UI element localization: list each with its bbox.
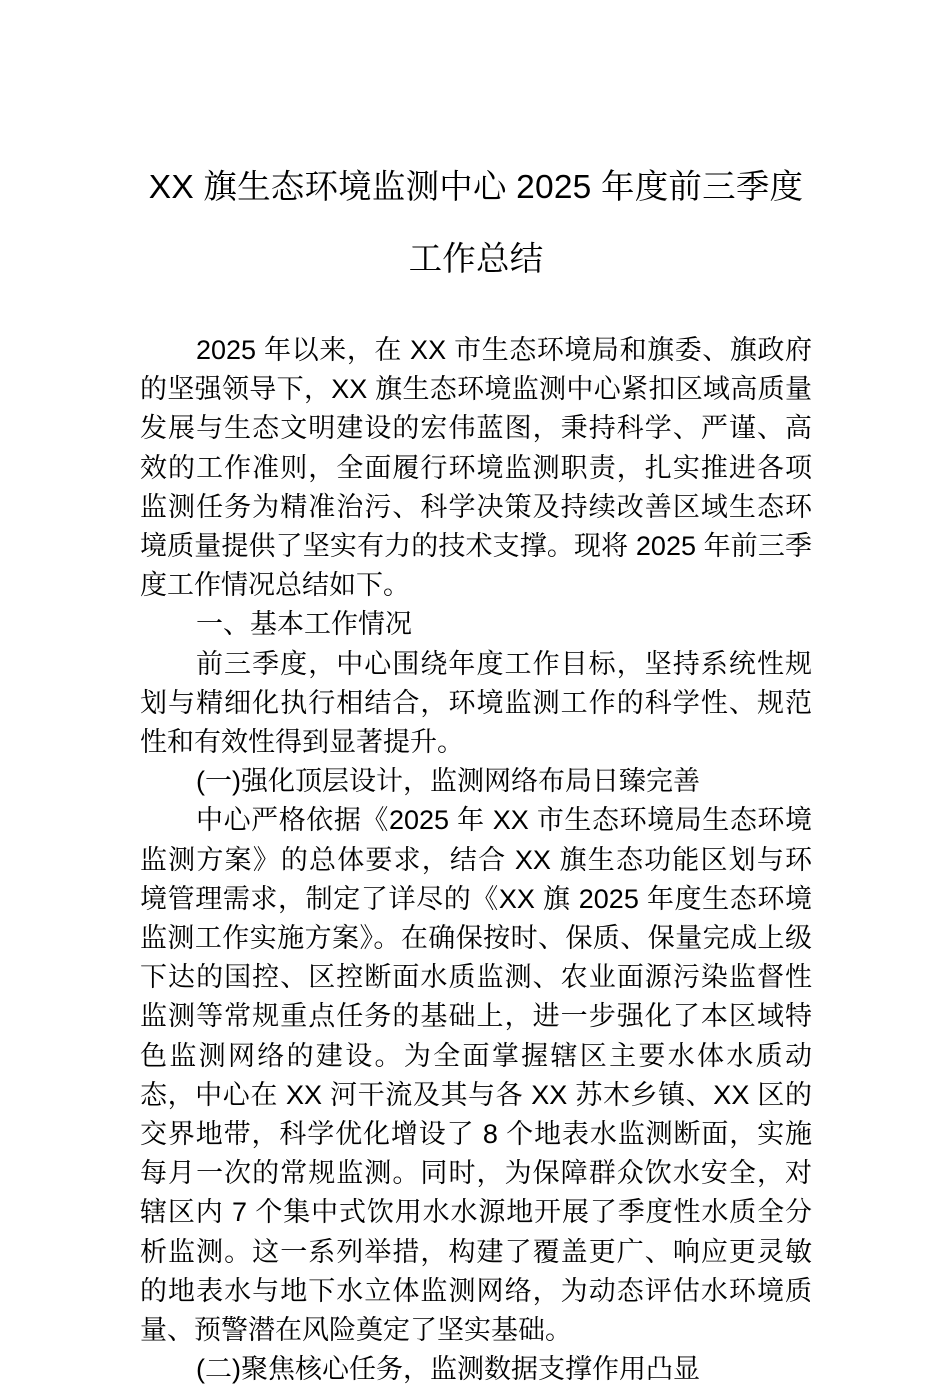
subsection-1-body-paragraph: 中心严格依据《2025 年 XX 市生态环境局生态环境监测方案》的总体要求，结合 XX 旗生态功能区划与环境管理需求，制定了详尽的《XX 旗 2025 年度生态环境监测工作实施方案》。在确保按时、保质、保量完成上级下达的国控、区控断面水质监测、农业面源污染监督性监测等常规重点任务的基础上，进一步强化了本区域特色监测网络的建设。为全面掌握辖区主要水体水质动态，中心在 XX 河干流及其与各 XX 苏木乡镇、XX 区的交界地带，科学优化增设了 8 个地表水监测断面，实施每月一次的常规监测。同时，为保障群众饮水安全，对辖区内 7 个集中式饮用水水源地开展了季度性水质全分析监测。这一系列举措，构建了覆盖更广、响应更灵敏的地表水与地下水立体监测网络，为动态评估水环境质量、预警潜在风险奠定了坚实基础。 — [140, 805, 812, 1346]
section-heading-1: 一、基本工作情况 — [196, 609, 412, 640]
document-body — [140, 331, 812, 1389]
opening-paragraph: 2025 年以来，在 XX 市生态环境局和旗委、旗政府的坚强领导下，XX 旗生态环境监测中心紧扣区域高质量发展与生态文明建设的宏伟蓝图，秉持科学、严谨、高效的工作准则，全面履行环境监测职责，扎实推进各项监测任务为精准治污、科学决策及持续改善区域生态环境质量提供了坚实有力的技术支撑。现将 2025 年前三季度工作情况总结如下。 — [140, 335, 812, 601]
page-title: XX 旗生态环境监测中心 2025 年度前三季度工作总结 — [148, 169, 804, 278]
document-content-column — [140, 0, 812, 1389]
subsection-heading-1: (一)强化顶层设计，监测网络布局日臻完善 — [196, 766, 700, 797]
subsection-heading-2: (二)聚焦核心任务，监测数据支撑作用凸显 — [196, 1354, 700, 1385]
section-1-intro-paragraph: 前三季度，中心围绕年度工作目标，坚持系统性规划与精细化执行相结合，环境监测工作的科学性、规范性和有效性得到显著提升。 — [140, 648, 812, 758]
